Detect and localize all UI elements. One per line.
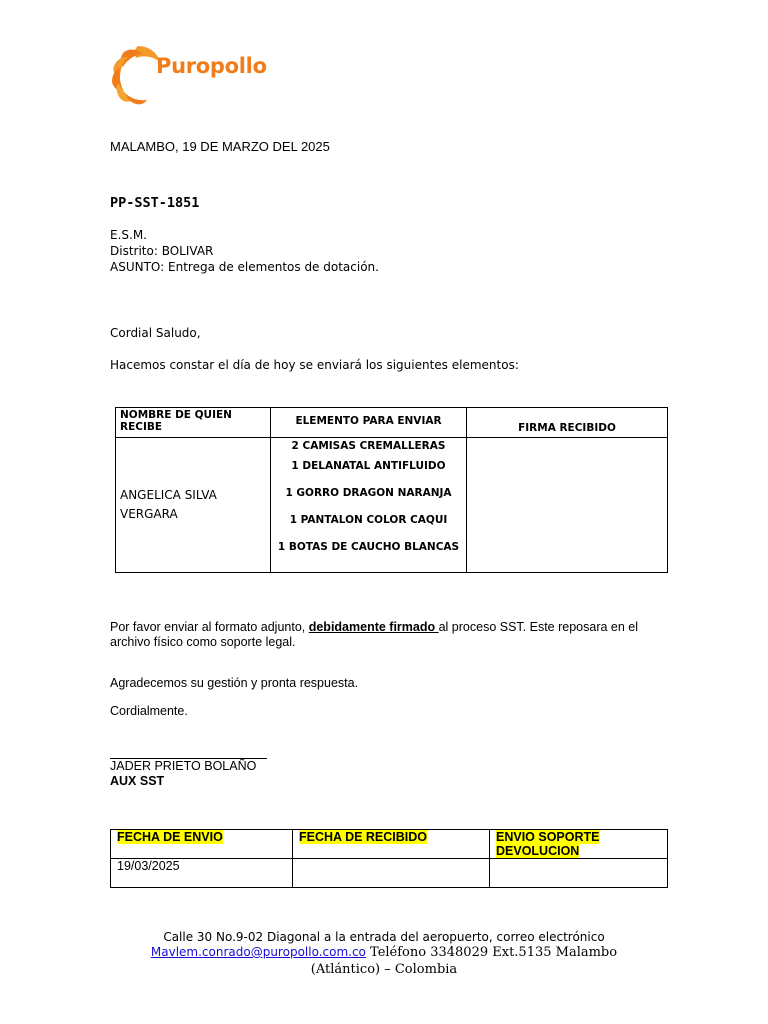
request-text-end: al proceso SST. Este reposara en el archivo físico como soporte legal. [110,620,639,649]
elements-cell [271,438,467,573]
reference-code: PP-SST-1851 [110,195,200,211]
recipient-entity: E.S.M. [110,228,147,242]
element-item: 1 GORRO DRAGON NARANJA [285,487,452,499]
header-element: ELEMENTO PARA ENVIAR [271,408,467,438]
greeting: Cordial Saludo, [110,326,201,340]
footer-phone: Teléfono 3348029 Ext.5135 Malambo [365,945,618,960]
company-logo [108,42,268,106]
header-received-date: FECHA DE RECIBIDO [293,830,490,859]
items-table [115,407,668,573]
element-item: 1 DELANATAL ANTIFLUIDO [291,460,446,472]
request-paragraph [110,620,670,650]
intro-text: Hacemos constar el día de hoy se enviará los siguientes elementos: [110,358,519,372]
footer-email-link[interactable]: Mavlem.conrado@puropollo.com.co [150,945,366,959]
tracking-row [111,859,668,888]
signer-role: AUX SST [110,774,165,788]
header-send-date: FECHA DE ENVIO [111,830,293,859]
tracking-header [111,830,668,859]
logo-wordmark: Puropollo [156,54,267,78]
element-item: 1 BOTAS DE CAUCHO BLANCAS [277,541,460,553]
header-receiver: NOMBRE DE QUIEN RECIBE [116,408,271,438]
footer [0,930,768,978]
items-table-row [116,438,668,573]
thanks-text: Agradecemos su gestión y pronta respuesta. [110,676,359,690]
place-date: MALAMBO, 19 DE MARZO DEL 2025 [110,139,330,154]
subject-line: ASUNTO: Entrega de elementos de dotación. [110,260,379,274]
signer-name: JADER PRIETO BOLAÑO [110,759,257,773]
footer-address: Calle 30 No.9-02 Diagonal a la entrada del aeropuerto, correo electrónico [163,930,605,944]
signature-cell [467,438,668,573]
received-date-value [293,859,490,888]
tracking-table [110,829,668,888]
element-item: 1 PANTALON COLOR CAQUI [289,514,448,526]
recipient-district: Distrito: BOLIVAR [110,244,214,258]
header-signature: FIRMA RECIBIDO [467,408,668,438]
header-return-support: ENVIO SOPORTE DEVOLUCION [490,830,668,859]
return-support-value [490,859,668,888]
element-item: 2 CAMISAS CREMALLERAS [291,440,446,452]
footer-location: (Atlántico) – Colombia [310,962,458,977]
request-text: Por favor enviar al formato adjunto, [110,620,309,634]
send-date-value: 19/03/2025 [111,859,293,888]
footer-contact [0,944,768,961]
closing-text: Cordialmente. [110,704,188,718]
items-table-header [116,408,668,438]
request-emphasis: debidamente firmado [308,620,439,634]
receiver-name: ANGELICA SILVA VERGARA [116,438,271,573]
